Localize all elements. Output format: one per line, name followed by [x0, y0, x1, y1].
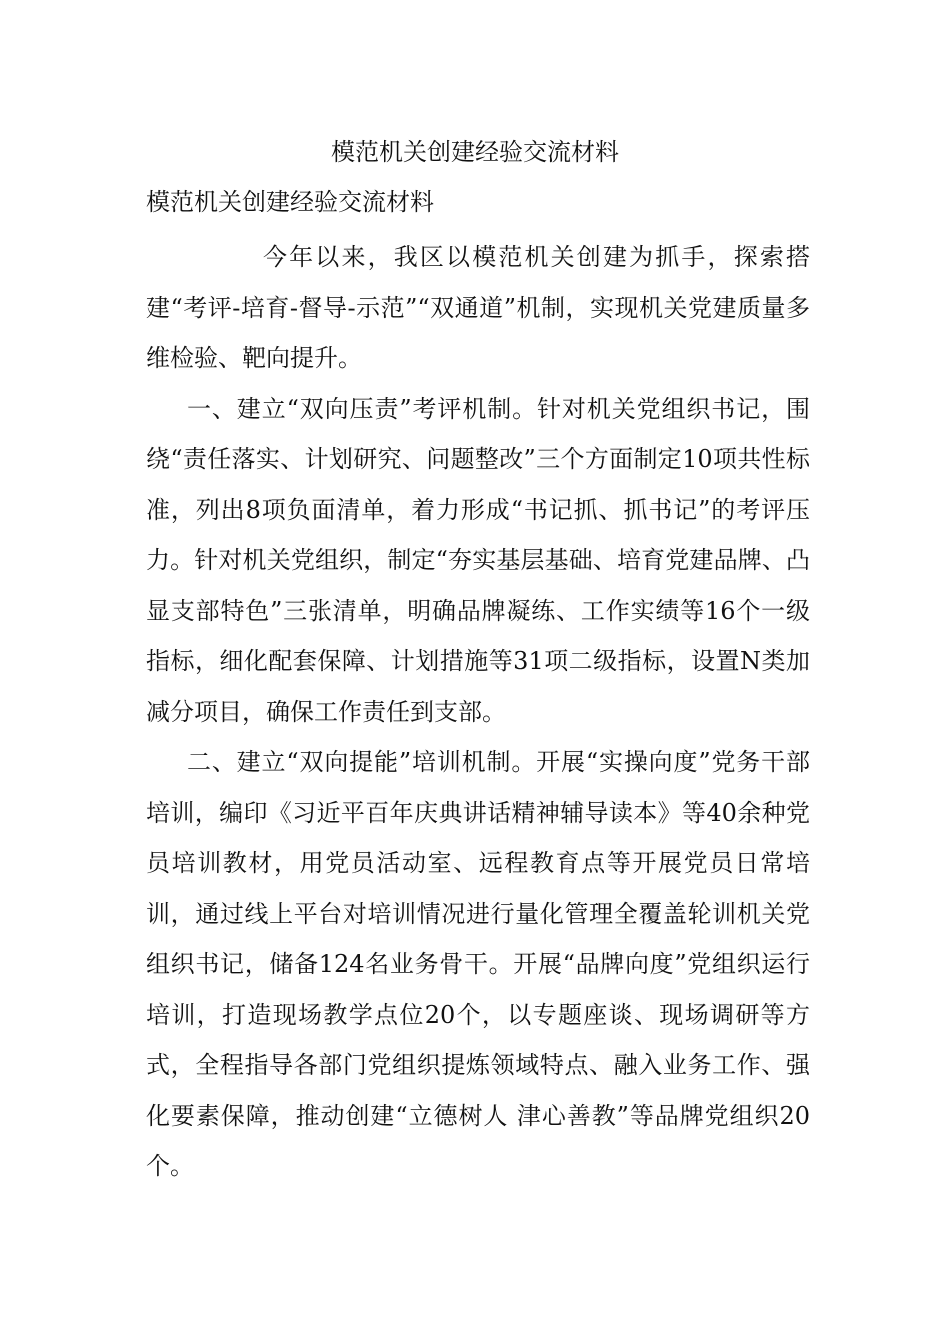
document-title: 模范机关创建经验交流材料 [331, 138, 619, 166]
paragraph-section-1: 一、建立“双向压责”考评机制。针对机关党组织书记，围绕“责任落实、计划研究、问题整改”三个方面制定10项共性标准，列出8项负面清单，着力形成“书记抓、抓书记”的考评压力。针对机关党组织，制定“夯实基层基础、培育党建品牌、凸显支部特色”三张清单，明确品牌凝练、工作实绩等16个一级指标，细化配套保障、计划措施等31项二级指标，设置N类加减分项目，确保工作责任到支部。 [146, 394, 810, 726]
document-body [146, 232, 810, 1192]
paragraph-section-2: 二、建立“双向提能”培训机制。开展“实操向度”党务干部培训，编印《习近平百年庆典讲话精神辅导读本》等40余种党员培训教材，用党员活动室、远程教育点等开展党员日常培训，通过线上平台对培训情况进行量化管理全覆盖轮训机关党组织书记，储备124名业务骨干。开展“品牌向度”党组织运行培训，打造现场教学点位20个，以专题座谈、现场调研等方式，全程指导各部门党组织提炼领域特点、融入业务工作、强化要素保障，推动创建“立德树人 津心善教”等品牌党组织20个。 [146, 748, 810, 1180]
paragraph-intro: 今年以来，我区以模范机关创建为抓手，探索搭建“考评-培育-督导-示范”“双通道”机制，实现机关党建质量多维检验、靶向提升。 [146, 243, 810, 372]
document-subtitle: 模范机关创建经验交流材料 [146, 188, 434, 216]
